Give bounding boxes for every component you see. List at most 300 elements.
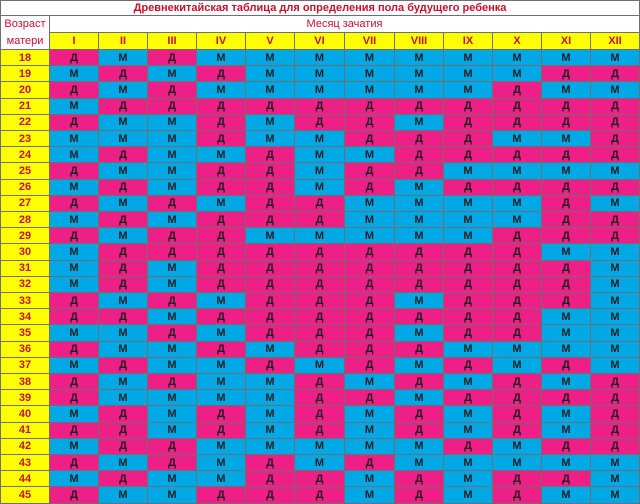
gender-cell: М [542, 131, 591, 147]
gender-cell: М [591, 471, 640, 487]
gender-cell: М [345, 228, 395, 244]
gender-cell: Д [493, 406, 542, 422]
gender-cell: Д [197, 261, 246, 277]
gender-cell: М [591, 196, 640, 212]
gender-cell: М [444, 374, 493, 390]
gender-cell: Д [148, 293, 197, 309]
gender-cell: Д [345, 325, 395, 341]
gender-cell: Д [591, 390, 640, 406]
gender-cell: Д [395, 99, 444, 115]
gender-cell: Д [493, 180, 542, 196]
gender-cell: М [591, 455, 640, 471]
gender-cell: Д [444, 244, 493, 260]
gender-cell: Д [295, 196, 345, 212]
gender-cell: Д [197, 131, 246, 147]
gender-cell: М [99, 196, 148, 212]
gender-cell: М [542, 374, 591, 390]
gender-cell: Д [444, 261, 493, 277]
age-cell: 25 [0, 163, 50, 179]
age-cell: 26 [0, 180, 50, 196]
gender-cell: Д [197, 163, 246, 179]
gender-cell: М [493, 50, 542, 66]
gender-cell: М [148, 309, 197, 325]
gender-cell: Д [295, 244, 345, 260]
gender-cell: М [493, 439, 542, 455]
gender-cell: М [50, 66, 99, 82]
gender-cell: Д [542, 471, 591, 487]
gender-cell: М [197, 325, 246, 341]
gender-cell: Д [246, 487, 295, 503]
gender-cell: Д [246, 471, 295, 487]
gender-cell: Д [444, 99, 493, 115]
gender-cell: Д [444, 115, 493, 131]
gender-cell: М [542, 244, 591, 260]
gender-cell: М [591, 163, 640, 179]
gender-cell: М [148, 277, 197, 293]
gender-cell: М [148, 390, 197, 406]
gender-cell: Д [197, 66, 246, 82]
age-header-line2: матери [6, 34, 44, 47]
gender-cell: Д [542, 212, 591, 228]
gender-cell: Д [295, 325, 345, 341]
gender-cell: Д [50, 374, 99, 390]
month-cell: II [99, 33, 148, 50]
gender-cell: Д [542, 228, 591, 244]
gender-cell: Д [542, 196, 591, 212]
gender-cell: Д [99, 358, 148, 374]
month-cell: XII [591, 33, 640, 50]
gender-cell: Д [395, 261, 444, 277]
gender-cell: Д [148, 228, 197, 244]
gender-cell: Д [345, 261, 395, 277]
gender-cell: Д [99, 244, 148, 260]
gender-cell: М [493, 212, 542, 228]
gender-cell: Д [197, 228, 246, 244]
gender-cell: Д [591, 147, 640, 163]
age-header-line1: Возраст [4, 17, 46, 30]
gender-cell: Д [99, 277, 148, 293]
gender-cell: М [591, 342, 640, 358]
gender-cell: Д [197, 277, 246, 293]
age-cell: 41 [0, 423, 50, 439]
gender-cell: Д [395, 471, 444, 487]
gender-cell: М [542, 82, 591, 98]
month-cell: XI [542, 33, 591, 50]
gender-cell: Д [295, 277, 345, 293]
gender-cell: Д [542, 180, 591, 196]
gender-cell: М [148, 66, 197, 82]
gender-cell: М [345, 487, 395, 503]
gender-cell: М [50, 147, 99, 163]
gender-cell: М [246, 131, 295, 147]
gender-cell: Д [246, 147, 295, 163]
age-cell: 33 [0, 293, 50, 309]
gender-cell: Д [246, 293, 295, 309]
gender-cell: Д [542, 261, 591, 277]
age-cell: 31 [0, 261, 50, 277]
gender-cell: М [444, 82, 493, 98]
gender-cell: М [197, 293, 246, 309]
gender-cell: М [295, 358, 345, 374]
gender-cell: М [542, 309, 591, 325]
gender-cell: М [345, 406, 395, 422]
gender-cell: М [591, 487, 640, 503]
gender-cell: Д [493, 293, 542, 309]
gender-cell: М [591, 358, 640, 374]
gender-cell: М [295, 131, 345, 147]
age-cell: 30 [0, 244, 50, 260]
gender-cell: М [444, 212, 493, 228]
gender-cell: М [295, 147, 345, 163]
gender-cell: Д [246, 358, 295, 374]
gender-cell: Д [99, 147, 148, 163]
gender-cell: М [493, 163, 542, 179]
gender-cell: М [395, 66, 444, 82]
gender-cell: Д [246, 309, 295, 325]
gender-cell: М [395, 358, 444, 374]
gender-cell: М [395, 293, 444, 309]
gender-cell: М [99, 115, 148, 131]
age-cell: 35 [0, 325, 50, 341]
gender-cell: М [50, 277, 99, 293]
gender-cell: Д [542, 115, 591, 131]
gender-cell: М [197, 147, 246, 163]
gender-cell: Д [591, 180, 640, 196]
month-cell: VI [295, 33, 345, 50]
gender-cell: Д [345, 163, 395, 179]
gender-cell: Д [493, 423, 542, 439]
gender-cell: Д [295, 309, 345, 325]
gender-cell: М [345, 147, 395, 163]
gender-cell: М [295, 163, 345, 179]
gender-cell: Д [50, 423, 99, 439]
gender-cell: М [444, 487, 493, 503]
gender-cell: М [197, 50, 246, 66]
gender-cell: Д [246, 277, 295, 293]
gender-cell: М [246, 66, 295, 82]
gender-cell: М [345, 196, 395, 212]
gender-cell: Д [542, 277, 591, 293]
gender-cell: М [99, 82, 148, 98]
gender-cell: Д [395, 423, 444, 439]
gender-cell: М [345, 212, 395, 228]
gender-cell: Д [50, 342, 99, 358]
gender-cell: М [246, 374, 295, 390]
gender-cell: М [345, 423, 395, 439]
gender-cell: Д [591, 115, 640, 131]
gender-cell: М [99, 131, 148, 147]
gender-cell: Д [197, 406, 246, 422]
gender-cell: М [246, 423, 295, 439]
gender-cell: М [444, 196, 493, 212]
gender-cell: М [345, 471, 395, 487]
gender-cell: Д [591, 439, 640, 455]
gender-cell: Д [395, 163, 444, 179]
gender-cell: М [395, 390, 444, 406]
gender-cell: Д [395, 309, 444, 325]
month-cell: V [246, 33, 295, 50]
gender-cell: М [345, 374, 395, 390]
gender-cell: М [99, 163, 148, 179]
gender-cell: Д [493, 147, 542, 163]
gender-cell: М [542, 342, 591, 358]
gender-cell: М [444, 163, 493, 179]
gender-cell: М [246, 406, 295, 422]
gender-cell: Д [148, 325, 197, 341]
gender-cell: Д [493, 471, 542, 487]
gender-cell: М [295, 228, 345, 244]
gender-cell: М [493, 342, 542, 358]
gender-cell: Д [542, 293, 591, 309]
age-header [0, 16, 50, 50]
gender-cell: М [99, 293, 148, 309]
gender-cell: Д [246, 212, 295, 228]
gender-cell: М [591, 293, 640, 309]
gender-cell: М [345, 66, 395, 82]
gender-cell: М [395, 115, 444, 131]
age-cell: 38 [0, 374, 50, 390]
gender-cell: М [493, 131, 542, 147]
gender-cell: Д [395, 406, 444, 422]
gender-cell: Д [493, 374, 542, 390]
gender-cell: М [345, 439, 395, 455]
gender-cell: М [542, 50, 591, 66]
gender-cell: Д [148, 50, 197, 66]
gender-cell: Д [591, 66, 640, 82]
gender-cell: М [50, 358, 99, 374]
gender-cell: Д [345, 342, 395, 358]
gender-cell: Д [197, 180, 246, 196]
gender-cell: Д [345, 455, 395, 471]
age-cell: 42 [0, 439, 50, 455]
gender-cell: М [246, 50, 295, 66]
age-cell: 20 [0, 82, 50, 98]
gender-cell: М [246, 439, 295, 455]
gender-cell: Д [50, 196, 99, 212]
gender-cell: Д [295, 99, 345, 115]
gender-cell: М [50, 212, 99, 228]
gender-cell: М [148, 471, 197, 487]
gender-cell: Д [493, 228, 542, 244]
gender-cell: М [99, 390, 148, 406]
gender-cell: Д [99, 439, 148, 455]
gender-cell: Д [246, 99, 295, 115]
gender-cell: Д [197, 212, 246, 228]
gender-cell: Д [246, 163, 295, 179]
age-cell: 43 [0, 455, 50, 471]
gender-cell: Д [295, 423, 345, 439]
gender-cell: Д [444, 277, 493, 293]
gender-cell: Д [197, 487, 246, 503]
gender-cell: М [99, 228, 148, 244]
gender-cell: Д [197, 115, 246, 131]
gender-cell: Д [493, 487, 542, 503]
gender-cell: М [50, 244, 99, 260]
age-cell: 36 [0, 342, 50, 358]
gender-cell: М [295, 180, 345, 196]
gender-cell: Д [345, 244, 395, 260]
gender-cell: М [148, 261, 197, 277]
age-cell: 39 [0, 390, 50, 406]
gender-cell: М [345, 82, 395, 98]
gender-cell: Д [542, 358, 591, 374]
gender-cell: Д [591, 406, 640, 422]
gender-cell: М [444, 228, 493, 244]
gender-cell: М [50, 471, 99, 487]
month-cell: VIII [395, 33, 444, 50]
gender-cell: Д [345, 180, 395, 196]
gender-cell: Д [444, 131, 493, 147]
gender-cell: Д [197, 244, 246, 260]
gender-cell: Д [295, 390, 345, 406]
gender-cell: М [148, 212, 197, 228]
gender-cell: Д [99, 66, 148, 82]
gender-cell: М [542, 163, 591, 179]
gender-cell: М [295, 66, 345, 82]
gender-cell: М [542, 455, 591, 471]
gender-cell: М [493, 455, 542, 471]
gender-cell: Д [50, 293, 99, 309]
gender-cell: Д [493, 277, 542, 293]
gender-cell: Д [493, 390, 542, 406]
gender-cell: М [493, 358, 542, 374]
gender-cell: Д [246, 325, 295, 341]
gender-cell: Д [444, 358, 493, 374]
gender-cell: М [148, 180, 197, 196]
age-cell: 45 [0, 487, 50, 503]
gender-cell: М [493, 66, 542, 82]
gender-cell: М [148, 115, 197, 131]
gender-cell: М [444, 66, 493, 82]
gender-cell: М [542, 487, 591, 503]
gender-cell: М [99, 50, 148, 66]
gender-cell: Д [345, 390, 395, 406]
gender-cell: Д [197, 423, 246, 439]
gender-cell: Д [395, 374, 444, 390]
age-cell: 23 [0, 131, 50, 147]
gender-cell: М [197, 390, 246, 406]
gender-cell: М [148, 423, 197, 439]
age-cell: 28 [0, 212, 50, 228]
gender-cell: М [246, 390, 295, 406]
gender-cell: Д [99, 309, 148, 325]
gender-cell: Д [395, 131, 444, 147]
age-cell: 29 [0, 228, 50, 244]
age-cell: 22 [0, 115, 50, 131]
gender-cell: Д [345, 99, 395, 115]
gender-cell: М [295, 82, 345, 98]
table-title: Древнекитайская таблица для определения пола будущего ребенка [0, 0, 640, 16]
gender-cell: М [295, 50, 345, 66]
month-cell: IV [197, 33, 246, 50]
gender-cell: Д [542, 147, 591, 163]
gender-cell: Д [493, 99, 542, 115]
gender-cell: Д [50, 487, 99, 503]
gender-cell: Д [345, 277, 395, 293]
gender-cell: М [591, 244, 640, 260]
gender-cell: М [295, 439, 345, 455]
gender-cell: Д [246, 244, 295, 260]
gender-cell: Д [395, 244, 444, 260]
gender-cell: Д [197, 342, 246, 358]
gender-cell: М [395, 180, 444, 196]
gender-cell: М [246, 115, 295, 131]
gender-cell: М [395, 212, 444, 228]
gender-cell: Д [444, 325, 493, 341]
gender-cell: М [99, 374, 148, 390]
age-cell: 40 [0, 406, 50, 422]
gender-cell: Д [395, 277, 444, 293]
gender-cell: М [197, 455, 246, 471]
gender-cell: М [395, 82, 444, 98]
age-cell: 37 [0, 358, 50, 374]
gender-cell: М [395, 439, 444, 455]
gender-cell: Д [246, 261, 295, 277]
gender-cell: М [50, 325, 99, 341]
gender-cell: М [444, 471, 493, 487]
gender-cell: М [197, 196, 246, 212]
month-header: Месяц зачатия [50, 16, 640, 33]
age-cell: 32 [0, 277, 50, 293]
gender-cell: М [197, 439, 246, 455]
gender-cell: М [246, 342, 295, 358]
gender-cell: Д [591, 131, 640, 147]
gender-cell: Д [295, 471, 345, 487]
gender-cell: М [246, 82, 295, 98]
gender-cell: Д [50, 163, 99, 179]
gender-cell: Д [246, 196, 295, 212]
gender-cell: Д [444, 439, 493, 455]
gender-cell: Д [50, 228, 99, 244]
gender-cell: Д [50, 390, 99, 406]
gender-cell: Д [148, 99, 197, 115]
gender-cell: Д [591, 374, 640, 390]
gender-cell: Д [591, 99, 640, 115]
gender-cell: Д [148, 82, 197, 98]
age-cell: 24 [0, 147, 50, 163]
gender-cell: Д [295, 212, 345, 228]
gender-cell: М [50, 131, 99, 147]
gender-cell: Д [395, 147, 444, 163]
gender-cell: М [591, 82, 640, 98]
gender-cell: Д [148, 374, 197, 390]
gender-cell: Д [542, 66, 591, 82]
gender-cell: М [99, 325, 148, 341]
gender-cell: М [591, 277, 640, 293]
gender-cell: М [444, 423, 493, 439]
gender-cell: Д [148, 455, 197, 471]
gender-cell: М [542, 325, 591, 341]
gender-cell: Д [345, 115, 395, 131]
gender-cell: Д [493, 261, 542, 277]
gender-cell: Д [542, 390, 591, 406]
month-cell: VII [345, 33, 395, 50]
gender-cell: Д [295, 374, 345, 390]
gender-cell: Д [295, 487, 345, 503]
gender-cell: Д [345, 309, 395, 325]
gender-cell: Д [50, 50, 99, 66]
gender-cell: Д [295, 293, 345, 309]
gender-cell: М [591, 325, 640, 341]
gender-cell: М [50, 439, 99, 455]
gender-cell: М [591, 50, 640, 66]
gender-cell: М [197, 374, 246, 390]
gender-cell: М [444, 50, 493, 66]
gender-cell: М [444, 406, 493, 422]
gender-cell: М [50, 406, 99, 422]
gender-cell: Д [444, 147, 493, 163]
month-cell: X [493, 33, 542, 50]
